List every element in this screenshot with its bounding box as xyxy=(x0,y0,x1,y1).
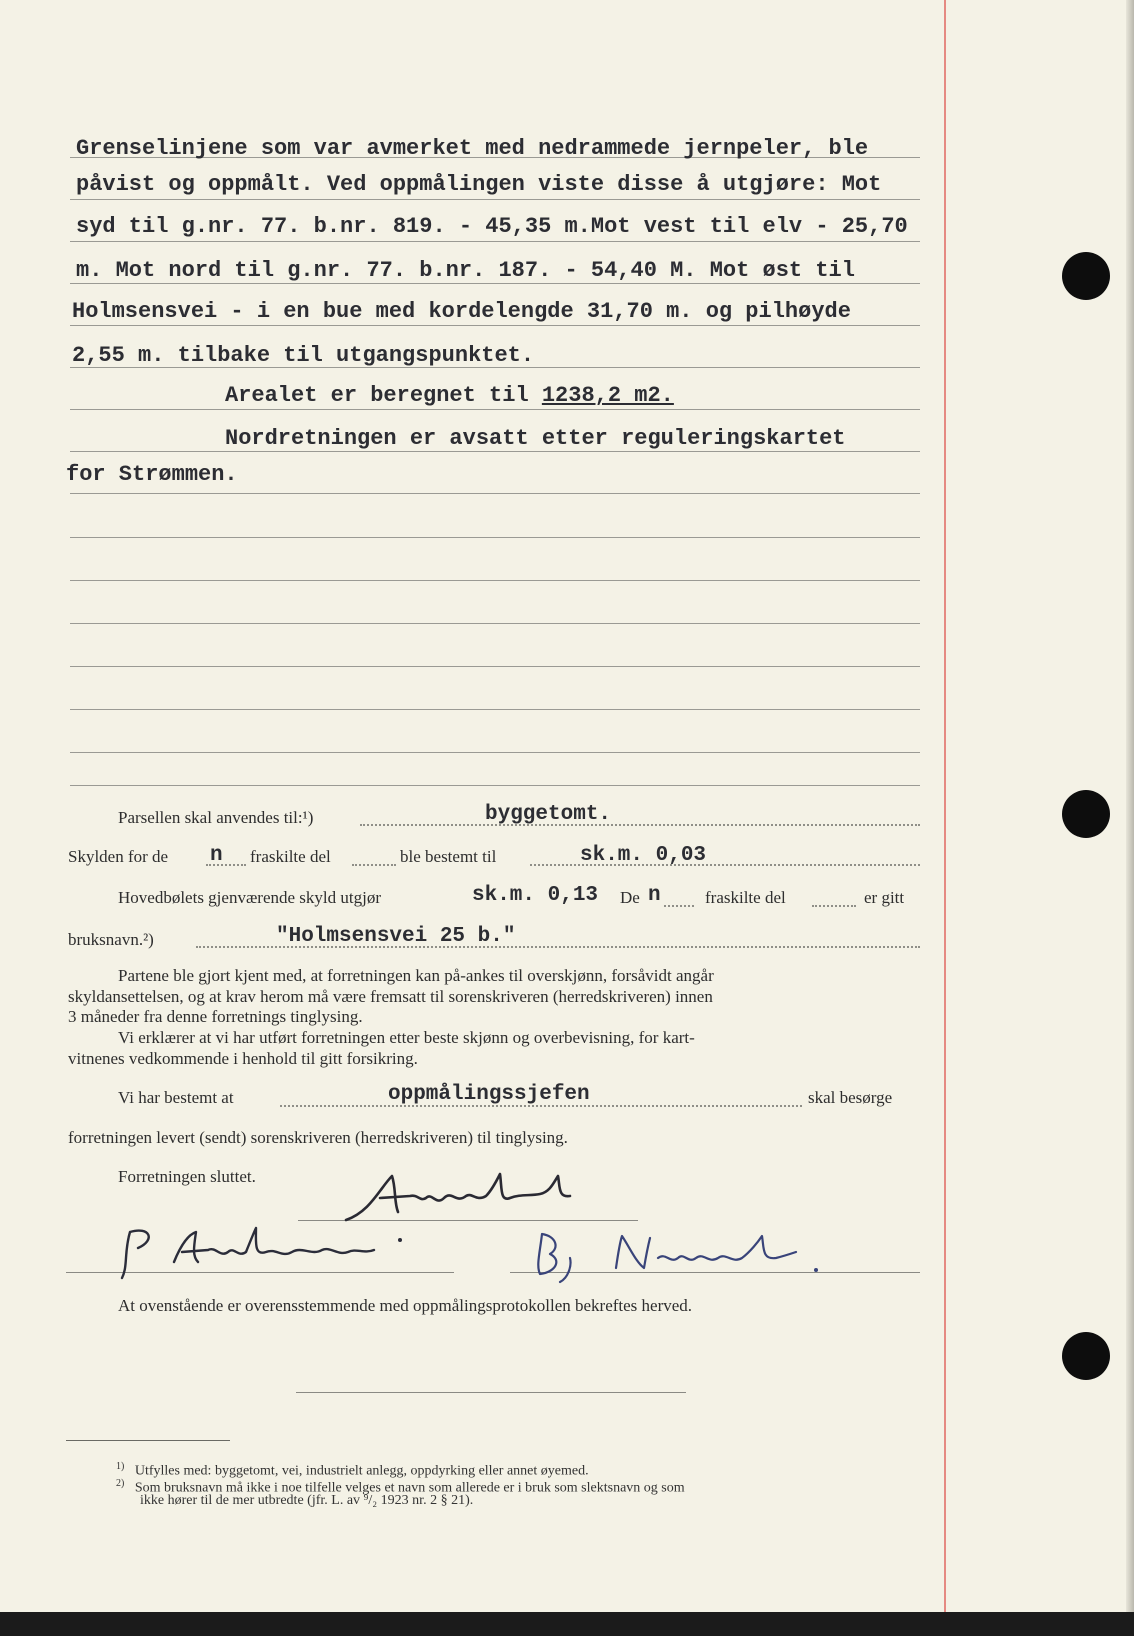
page-edge xyxy=(1126,0,1134,1612)
skyld-label-b: fraskilte del xyxy=(250,847,331,866)
levert-line: forretningen levert (sendt) sorenskriveren (herredskriveren) til tinglysing. xyxy=(68,1128,568,1147)
dotted-fill-line xyxy=(664,905,694,907)
footnote-2-text: Som bruksnavn må ikke i noe tilfelle velges et navn som allerede er i bruk som slektsnavn og som xyxy=(134,1480,685,1496)
punch-hole xyxy=(1062,252,1110,300)
ruled-line xyxy=(70,752,920,753)
skyld-n: n xyxy=(210,844,223,867)
signature-top xyxy=(340,1168,600,1228)
ruled-line xyxy=(70,409,920,410)
hoved-gitt: er gitt xyxy=(864,888,905,907)
skyld-label-c: ble bestemt til xyxy=(400,847,497,866)
typed-line-6: 2,55 m. tilbake til utgangspunktet. xyxy=(72,343,535,368)
hoved-de: De xyxy=(620,888,640,907)
skyld-label-a: Skylden for de xyxy=(68,847,169,866)
scan-background xyxy=(0,1612,1134,1636)
signature-line xyxy=(296,1392,686,1393)
bestemt-label: Vi har bestemt at xyxy=(118,1088,234,1107)
skyld-value: sk.m. 0,03 xyxy=(580,844,707,867)
ruled-line xyxy=(70,199,920,200)
partene-line-2: skyldansettelsen, og at krav herom må være fremsatt til sorenskriveren (herredskriveren) innen xyxy=(68,987,713,1006)
footnote-2-mark: 2) xyxy=(116,1478,125,1489)
ruled-line xyxy=(70,493,920,494)
footnote-divider xyxy=(66,1440,230,1441)
hoved-fraskilte: fraskilte del xyxy=(705,888,786,907)
typed-line-4: m. Mot nord til g.nr. 77. b.nr. 187. - 54,40 M. Mot øst til xyxy=(76,258,855,283)
typed-line-2: påvist og oppmålt. Ved oppmålingen viste disse å utgjøre: Mot xyxy=(76,172,882,197)
ruled-line xyxy=(70,709,920,710)
erklaerer-line-1: Vi erklærer at vi har utført forretningen etter beste skjønn og overbevisning, for kart- xyxy=(118,1028,695,1047)
partene-line-3: 3 måneder fra denne forretnings tinglysing. xyxy=(68,1007,363,1026)
hoved-label: Hovedbølets gjenværende skyld utgjør xyxy=(118,888,381,907)
sluttet-line: Forretningen sluttet. xyxy=(118,1167,256,1186)
ruled-line xyxy=(70,537,920,538)
margin-line xyxy=(944,0,946,1612)
dotted-fill-line xyxy=(360,824,920,826)
signature-left xyxy=(116,1222,416,1282)
hoved-n: n xyxy=(648,884,661,907)
ruled-line xyxy=(70,666,920,667)
bestemt-value: oppmålingssjefen xyxy=(388,1083,590,1106)
bruksnavn-label: bruksnavn.²) xyxy=(68,930,154,949)
north-line-1: Nordretningen er avsatt etter reguleringskartet xyxy=(225,426,846,451)
ruled-line xyxy=(70,241,920,242)
area-value: 1238,2 m2. xyxy=(541,383,674,408)
ruled-line xyxy=(70,623,920,624)
parsell-label: Parsellen skal anvendes til:¹) xyxy=(118,808,314,827)
hoved-value: sk.m. 0,13 xyxy=(472,884,599,907)
footnote-2-cont: ikke hører til de mer utbredte (jfr. L. av ⁹/₂ 1923 nr. 2 § 21). xyxy=(140,1493,474,1508)
footnote-1-text: Utfylles med: byggetomt, vei, industrielt anlegg, oppdyrking eller annet øyemed. xyxy=(134,1463,589,1479)
typed-line-3: syd til g.nr. 77. b.nr. 819. - 45,35 m.Mot vest til elv - 25,70 xyxy=(76,214,908,239)
typed-line-1: Grenselinjene som var avmerket med nedrammede jernpeler, ble xyxy=(76,136,869,161)
signature-right xyxy=(526,1228,826,1284)
dotted-fill-line xyxy=(812,905,856,907)
erklaerer-line-2: vitnenes vedkommende i henhold til gitt forsikring. xyxy=(68,1049,418,1068)
ruled-line xyxy=(70,785,920,786)
partene-line-1: Partene ble gjort kjent med, at forretningen kan på-ankes til overskjønn, forsåvidt angår xyxy=(118,966,714,985)
punch-hole xyxy=(1062,790,1110,838)
dotted-fill-line xyxy=(206,864,246,866)
bruksnavn-value: "Holmsensvei 25 b." xyxy=(276,925,516,948)
punch-hole xyxy=(1062,1332,1110,1380)
area-line xyxy=(225,383,674,409)
typed-line-5: Holmsensvei - i en bue med kordelengde 31,70 m. og pilhøyde xyxy=(72,299,851,324)
ruled-line xyxy=(70,325,920,326)
footnote-1-mark: 1) xyxy=(116,1461,125,1472)
parsell-value: byggetomt. xyxy=(485,803,612,826)
confirm-line: At ovenstående er overensstemmende med oppmålingsprotokollen bekreftes herved. xyxy=(118,1296,693,1315)
north-line-2: for Strømmen. xyxy=(66,462,238,487)
ruled-line xyxy=(70,580,920,581)
area-prefix: Arealet er beregnet til xyxy=(225,383,542,408)
besorge-label: skal besørge xyxy=(808,1088,893,1107)
dotted-fill-line xyxy=(352,864,396,866)
